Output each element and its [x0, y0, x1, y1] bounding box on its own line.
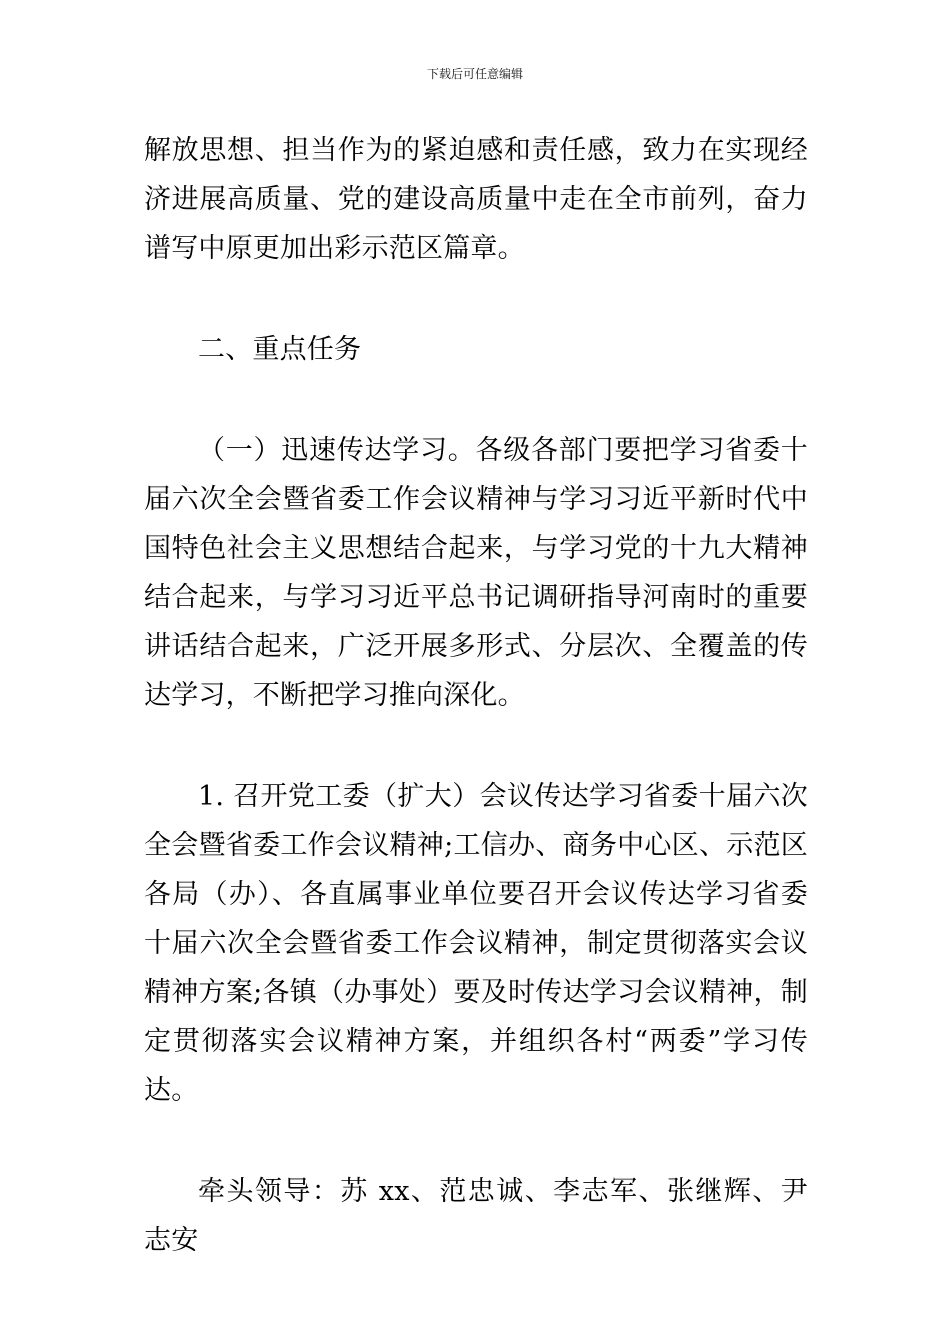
paragraph-continuation: 解放思想、担当作为的紧迫感和责任感，致力在实现经济进展高质量、党的建设高质量中走在全市前列，奋力谱写中原更加出彩示范区篇章。: [144, 135, 808, 264]
document-body: [144, 126, 808, 1265]
paragraph-task-one: （一）迅速传达学习。各级各部门要把学习省委十届六次全会暨省委工作会议精神与学习习近平新时代中国特色社会主义思想结合起来，与学习党的十九大精神结合起来，与学习习近平总书记调研指导河南时的重要讲话结合起来，广泛开展多形式、分层次、全覆盖的传达学习，不断把学习推向深化。: [144, 435, 808, 711]
paragraph-lead-leaders: 牵头领导：苏 xx、范忠诚、李志军、张继辉、尹志安: [144, 1176, 808, 1256]
page-header-note: 下载后可任意编辑: [426, 67, 523, 81]
paragraph-item-one: 1. 召开党工委（扩大）会议传达学习省委十届六次全会暨省委工作会议精神;工信办、商务中心区、示范区各局（办）、各直属事业单位要召开会议传达学习省委十届六次全会暨省委工作会议精神，制定贯彻落实会议精神方案;各镇（办事处）要及时传达学习会议精神，制定贯彻落实会议精神方案，并组织各村“两委”学习传达。: [144, 781, 808, 1106]
section-heading: 二、重点任务: [198, 334, 362, 365]
